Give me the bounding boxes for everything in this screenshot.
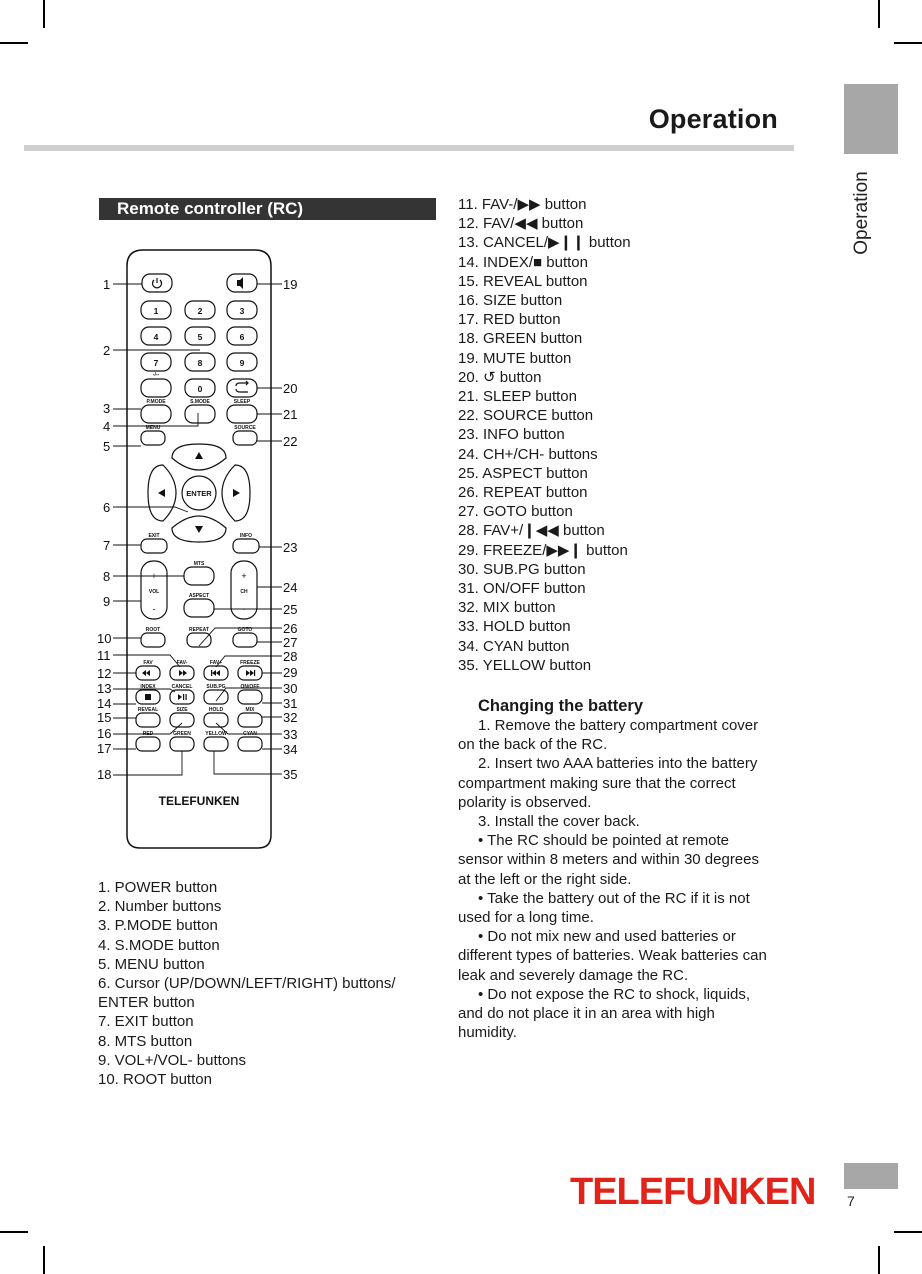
list-item: ENTER button	[98, 994, 195, 1012]
callout-number: 10	[97, 631, 112, 646]
digit-button	[141, 301, 171, 319]
crop-mark	[43, 0, 45, 28]
digit-label: 6	[239, 332, 245, 342]
yellow-button	[204, 737, 228, 751]
next-icon	[250, 670, 254, 676]
callout-number: 4	[103, 419, 111, 434]
list-item: 22. SOURCE button	[458, 407, 594, 425]
fav-button	[136, 666, 160, 680]
callout-number: 11	[97, 648, 111, 663]
forward-icon	[183, 670, 187, 676]
battery-line: 1. Remove the battery compartment cover	[478, 717, 759, 734]
repeat-symbol-button	[227, 379, 257, 397]
list-item: 21. SLEEP button	[458, 388, 577, 406]
size-label: SIZE	[176, 707, 188, 713]
green-label: GREEN	[173, 731, 191, 737]
list-item: 6. Cursor (UP/DOWN/LEFT/RIGHT) buttons/	[98, 975, 396, 993]
cancel-label: CANCEL	[171, 684, 193, 690]
mix-button	[238, 713, 262, 727]
digit-button	[185, 353, 215, 371]
ch-plus-label: +	[241, 571, 247, 581]
list-item: 12. FAV/◀◀ button	[458, 215, 584, 233]
goto-label: GOTO	[237, 627, 253, 633]
list-item: 15. REVEAL button	[458, 272, 588, 290]
brand-logo: TELEFUNKEN	[570, 1171, 816, 1213]
hold-label: HOLD	[208, 707, 224, 713]
enter-label: ENTER	[186, 489, 212, 498]
play-pause-icon	[183, 694, 184, 700]
enter-button	[182, 476, 216, 510]
smode-button	[185, 405, 215, 423]
forward-icon	[179, 670, 183, 676]
page-title: Operation	[648, 104, 778, 134]
battery-line: and do not place it in an area with high	[458, 1005, 715, 1023]
list-item: 9. VOL+/VOL- buttons	[98, 1051, 247, 1069]
ch-rocker	[231, 561, 257, 619]
battery-line: different types of batteries. Weak batteries can	[458, 947, 767, 965]
callout-number: 7	[103, 538, 111, 553]
crop-mark	[0, 1231, 28, 1233]
list-item: 26. REPEAT button	[458, 484, 588, 502]
list-item: 5. MENU button	[98, 955, 205, 973]
crop-mark	[43, 1246, 45, 1274]
root-button	[141, 633, 165, 647]
index-button	[136, 690, 160, 704]
root-label: ROOT	[145, 627, 161, 633]
source-button	[233, 431, 257, 445]
pmode-button	[141, 405, 171, 423]
digit-button	[227, 301, 257, 319]
callout-number: 24	[283, 580, 298, 595]
digit-button	[227, 327, 257, 345]
prev-icon	[211, 670, 212, 676]
page-number-tab	[844, 1163, 898, 1189]
red-label: RED	[142, 731, 154, 737]
list-item: 17. RED button	[458, 311, 561, 329]
vol-label: VOL	[148, 589, 160, 595]
battery-line: 2. Insert two AAA batteries into the battery	[478, 755, 758, 773]
callout-number: 34	[283, 742, 298, 757]
mix-label: MIX	[245, 707, 255, 713]
callout-number: 32	[283, 710, 298, 725]
digit-label: 9	[239, 358, 245, 368]
callout-number: 16	[97, 726, 112, 741]
exit-label: EXIT	[148, 533, 160, 539]
cursor-left	[148, 465, 176, 521]
cancel-button	[170, 690, 194, 704]
yellow-label: YELLOW	[205, 731, 227, 737]
digit-label: 8	[197, 358, 203, 368]
battery-line: sensor within 8 meters and within 30 degrees	[458, 851, 759, 869]
list-item: 1. POWER button	[98, 879, 218, 896]
mts-button	[184, 567, 214, 585]
list-item: 8. MTS button	[98, 1032, 193, 1050]
digit-button	[141, 327, 171, 345]
ch-minus-label: -	[242, 604, 246, 614]
crop-mark	[894, 1231, 922, 1233]
callout-number: 13	[97, 681, 112, 696]
callout-number: 9	[103, 594, 111, 609]
callout-number: 17	[97, 741, 112, 756]
remote-body	[127, 250, 271, 848]
aspect-label: ASPECT	[188, 593, 210, 599]
mts-label: MTS	[193, 561, 205, 567]
digit-label: 2	[197, 306, 203, 316]
up-arrow-icon	[195, 452, 203, 459]
callout-number: 22	[283, 434, 298, 449]
list-item: 7. EXIT button	[98, 1013, 194, 1031]
list-item: 25. ASPECT button	[458, 464, 588, 482]
callout-number: 3	[103, 401, 111, 416]
digit-label: 5	[197, 332, 203, 342]
digit-label: 3	[239, 306, 245, 316]
info-label: INFO	[240, 533, 252, 539]
repeat-button	[187, 633, 211, 647]
callout-number: 2	[103, 343, 111, 358]
list-item: 33. HOLD button	[458, 618, 571, 636]
title-divider	[24, 145, 794, 151]
stop-icon	[145, 694, 151, 700]
sleep-label: SLEEP	[233, 399, 251, 405]
digit-button	[185, 327, 215, 345]
callout-number: 25	[283, 602, 298, 617]
fav-minus-label: FAV-	[176, 660, 188, 666]
callout-number: 19	[283, 277, 298, 292]
power-button	[142, 274, 172, 292]
down-arrow-icon	[195, 526, 203, 533]
vol-minus-label: -	[152, 604, 156, 614]
play-pause-icon	[186, 694, 187, 700]
power-icon	[153, 280, 162, 288]
callout-number: 18	[97, 767, 112, 782]
crop-mark	[894, 42, 922, 44]
callout-number: 5	[103, 439, 111, 454]
list-item: 28. FAV+/❙◀◀ button	[458, 522, 605, 540]
smode-label: S.MODE	[190, 399, 210, 405]
side-tab-label: Operation	[851, 171, 872, 255]
callout-number: 35	[283, 767, 298, 782]
list-item: 10. ROOT button	[98, 1071, 212, 1089]
battery-line: leak and severely damage the RC.	[458, 966, 689, 984]
repeat-label: REPEAT	[189, 627, 209, 633]
cursor-down	[172, 516, 226, 542]
left-arrow-icon	[158, 489, 165, 497]
list-item: 4. S.MODE button	[98, 936, 220, 954]
crop-mark	[878, 1246, 880, 1274]
battery-line: polarity is observed.	[458, 793, 592, 811]
onoff-button	[238, 690, 262, 704]
next-icon	[254, 670, 255, 676]
menu-label: MENU	[145, 425, 161, 431]
ch-label: CH	[240, 589, 248, 595]
right-arrow-icon	[233, 489, 240, 497]
digit-button	[185, 301, 215, 319]
prev-icon	[212, 670, 216, 676]
list-item: 35. YELLOW button	[458, 656, 592, 674]
section-banner-title: Remote controller (RC)	[117, 199, 304, 218]
subpg-label: SUB.PG	[206, 684, 226, 690]
battery-heading: Changing the battery	[478, 697, 644, 715]
callout-number: 30	[283, 681, 298, 696]
battery-line: • The RC should be pointed at remote	[478, 832, 729, 850]
battery-line: compartment making sure that the correct	[458, 774, 736, 792]
vol-plus-label: +	[151, 571, 157, 581]
digit-label: 4	[153, 332, 159, 342]
rewind-icon	[146, 670, 150, 676]
cyan-label: CYAN	[243, 731, 257, 737]
list-item: 18. GREEN button	[458, 330, 583, 348]
fav-plus-label: FAV+	[209, 660, 223, 666]
side-tab	[844, 84, 898, 154]
crop-mark	[878, 0, 880, 28]
digit-button	[227, 353, 257, 371]
cyan-button	[238, 737, 262, 751]
crop-mark	[0, 42, 28, 44]
fav-label: FAV	[143, 660, 153, 666]
red-button	[136, 737, 160, 751]
callout-number: 8	[103, 569, 111, 584]
hold-button	[204, 713, 228, 727]
goto-button	[233, 633, 257, 647]
list-item: 2. Number buttons	[98, 898, 222, 916]
rewind-icon	[142, 670, 146, 676]
pmode-label: P.MODE	[146, 399, 166, 405]
callout-number: 6	[103, 500, 111, 515]
vol-rocker	[141, 561, 167, 619]
fav-minus-button	[170, 666, 194, 680]
callout-number: 20	[283, 381, 298, 396]
page-number: 7	[847, 1193, 855, 1209]
green-button	[170, 737, 194, 751]
freeze-button	[238, 666, 262, 680]
exit-button	[141, 539, 167, 553]
digit-label: 0	[197, 384, 203, 394]
callout-number: 23	[283, 540, 298, 555]
battery-line: at the left or the right side.	[458, 870, 632, 888]
digit-button	[141, 353, 171, 371]
battery-line: humidity.	[458, 1024, 517, 1042]
mute-icon	[237, 277, 243, 289]
callout-number: 1	[103, 277, 111, 292]
size-button	[170, 713, 194, 727]
reveal-label: REVEAL	[137, 707, 159, 713]
digit-button	[185, 379, 215, 397]
onoff-label: ON/OFF	[240, 684, 260, 690]
callout-number: 31	[283, 696, 298, 711]
list-item: 32. MIX button	[458, 599, 556, 617]
callout-number: 29	[283, 665, 298, 680]
play-pause-icon	[178, 694, 182, 700]
battery-line: • Take the battery out of the RC if it is not	[478, 889, 750, 907]
digit-label: 1	[153, 306, 159, 316]
list-item: 11. FAV-/▶▶ button	[458, 196, 587, 213]
aspect-button	[184, 599, 214, 617]
list-item: 30. SUB.PG button	[458, 560, 586, 578]
list-item: 16. SIZE button	[458, 292, 563, 310]
freeze-label: FREEZE	[240, 660, 260, 666]
callout-number: 21	[283, 407, 298, 422]
battery-line: used for a long time.	[458, 909, 594, 927]
reveal-button	[136, 713, 160, 727]
subpg-button	[204, 690, 228, 704]
callout-number: 28	[283, 649, 298, 664]
loop-icon	[236, 381, 248, 392]
list-item: 29. FREEZE/▶▶❙ button	[458, 541, 628, 559]
list-item: 13. CANCEL/▶❙❙ button	[458, 234, 631, 252]
section-banner	[99, 198, 436, 220]
dash-button	[141, 379, 171, 397]
callout-number: 14	[97, 696, 112, 711]
list-item: 23. INFO button	[458, 426, 565, 444]
callout-number: 12	[97, 666, 112, 681]
info-button	[233, 539, 259, 553]
button-list-left	[98, 878, 396, 1089]
list-item: 34. CYAN button	[458, 637, 570, 655]
digit-label: 7	[153, 358, 159, 368]
list-item: 31. ON/OFF button	[458, 580, 586, 598]
index-label: INDEX	[140, 684, 156, 690]
sleep-button	[227, 405, 257, 423]
source-label: SOURCE	[234, 425, 256, 431]
battery-line: on the back of the RC.	[458, 736, 608, 754]
list-item: 24. CH+/CH- buttons	[458, 445, 598, 463]
battery-line: • Do not mix new and used batteries or	[478, 928, 736, 946]
prev-icon	[216, 670, 220, 676]
list-item: 3. P.MODE button	[98, 917, 218, 935]
list-item: 19. MUTE button	[458, 349, 572, 367]
next-icon	[246, 670, 250, 676]
list-item: 20. ↺ button	[458, 368, 542, 386]
callout-number: 33	[283, 727, 298, 742]
list-item: 14. INDEX/■ button	[458, 253, 588, 271]
fav-plus-button	[204, 666, 228, 680]
battery-section	[458, 697, 798, 1042]
battery-line: 3. Install the cover back.	[478, 813, 640, 831]
menu-button	[141, 431, 165, 445]
callout-number: 15	[97, 710, 112, 725]
callout-number: 26	[283, 621, 298, 636]
cursor-up	[172, 444, 226, 470]
remote-brand: TELEFUNKEN	[158, 794, 240, 808]
button-list-right	[458, 195, 631, 675]
callout-number: 27	[283, 635, 298, 650]
mute-button	[227, 274, 257, 292]
dash-label: -/--	[152, 372, 160, 378]
cursor-right	[222, 465, 250, 521]
list-item: 27. GOTO button	[458, 503, 573, 521]
battery-line: • Do not expose the RC to shock, liquids,	[478, 985, 751, 1003]
